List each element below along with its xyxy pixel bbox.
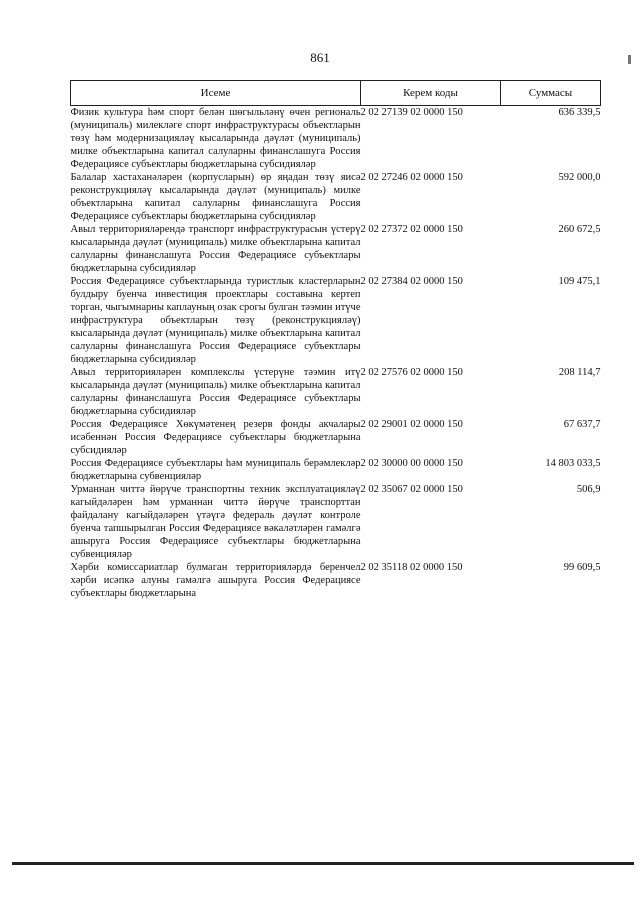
row-sum: 506,9	[576, 484, 601, 495]
table-row	[71, 171, 601, 223]
row-sum: 109 475,1	[558, 276, 601, 287]
table-row	[71, 366, 601, 418]
row-name: Россия Федерациясе субъектлары һәм муниципаль берәмлекләр бюджетларына субвенцияләр	[70, 458, 361, 482]
row-name: Россия Федерациясе Хөкүмәтенең резерв фонды акчалары исәбеннән Россия Федерациясе субъектлары бюджетларына субсидияләр	[70, 419, 361, 456]
row-sum: 99 609,5	[563, 562, 601, 573]
row-code: 2 02 27576 02 0000 150	[360, 367, 463, 378]
table-header-row	[71, 81, 601, 106]
header-sum: Суммасы	[501, 81, 601, 106]
row-code: 2 02 29001 02 0000 150	[360, 419, 463, 430]
row-name: Балалар хастаханәләрен (корпусларын) өр яңадан төзү яисә реконструкцияләү кысаларында дәүләт (муниципаль) милке объектларына капитал салуларны финанслашуга Россия Федерациясе субъектлары бюджетларына субсидияләр	[70, 172, 361, 222]
row-sum: 592 000,0	[558, 172, 601, 183]
row-code: 2 02 27139 02 0000 150	[360, 107, 463, 118]
table-row	[71, 457, 601, 483]
scan-edge-mark	[628, 55, 631, 64]
row-code: 2 02 27246 02 0000 150	[360, 172, 463, 183]
row-name: Авыл территорияләрен комплекслы үстерүне тәэмин итү кысаларында дәүләт (муниципаль) милке объектларына капитал салуларны финанслашуга Россия Федерациясе субъектлары бюджетларына субсидияләр	[70, 367, 361, 417]
table-row	[71, 561, 601, 600]
row-name: Россия Федерациясе субъектларында туристлык кластерларын булдыру буенча инвестиция проектлары составына кертеп торган, чыгымнарны каплауның озак срогы булган тәэмин итүче инфраструктура объектларын төзү (реконструкцияләү) кысаларында дәүләт (муниципаль) милке объектларына капитал салуларны финанслашуга Россия Федерациясе субъектлары бюджетларына субсидияләр	[70, 276, 361, 365]
row-name: Урманнан читтә йөрүче транспортны техник эксплуатацияләү кагыйдәләрен һәм урманнан читтә йөрүче транспорттан файдалану кагыйдәләрен үтәүгә федераль дәүләт контроле буенча тапшырылган Россия Федерациясе вәкаләтләрен гамәлгә ашыруга Россия Федерациясе субъектлары бюджетларына субвенцияләр	[70, 484, 361, 560]
row-code: 2 02 30000 00 0000 150	[360, 458, 463, 469]
row-name: Авыл территорияләрендә транспорт инфраструктурасын үстерү кысаларында дәүләт (муниципаль) милке объектларына капитал салуларны финанслашуга Россия Федерациясе субъектлары бюджетларына субсидияләр	[70, 224, 361, 274]
table-row	[71, 483, 601, 561]
row-sum: 636 339,5	[558, 107, 601, 118]
row-code: 2 02 27372 02 0000 150	[360, 224, 463, 235]
header-code: Керем коды	[361, 81, 501, 106]
row-sum: 67 637,7	[563, 419, 601, 430]
table-row	[71, 275, 601, 366]
page-number: 861	[310, 50, 330, 65]
row-name: Хәрби комиссариатлар булмаган территорияләрдә беренчел хәрби исәпкә алуны гамәлгә ашыруга Россия Федерациясе субъектлары бюджетларына	[70, 562, 361, 599]
budget-table	[70, 80, 601, 600]
row-code: 2 02 27384 02 0000 150	[360, 276, 463, 287]
row-sum: 208 114,7	[558, 367, 601, 378]
row-code: 2 02 35118 02 0000 150	[360, 562, 463, 573]
row-sum: 14 803 033,5	[545, 458, 601, 469]
header-name: Исеме	[71, 81, 361, 106]
table-row	[71, 106, 601, 172]
row-code: 2 02 35067 02 0000 150	[360, 484, 463, 495]
table-row	[71, 223, 601, 275]
scan-bottom-rule	[12, 862, 634, 865]
row-sum: 260 672,5	[558, 224, 601, 235]
row-name: Физик культура һәм спорт белән шөгыльләнү өчен региональ (муниципаль) милекләге спорт инфраструктурасы объектларын төзү һәм модернизацияләү кысаларында дәүләт (муниципаль) милке объектларына капитал салуларны финанслашуга Россия Федерациясе субъектлары бюджетларына субсидияләр	[70, 107, 361, 170]
table-row	[71, 418, 601, 457]
